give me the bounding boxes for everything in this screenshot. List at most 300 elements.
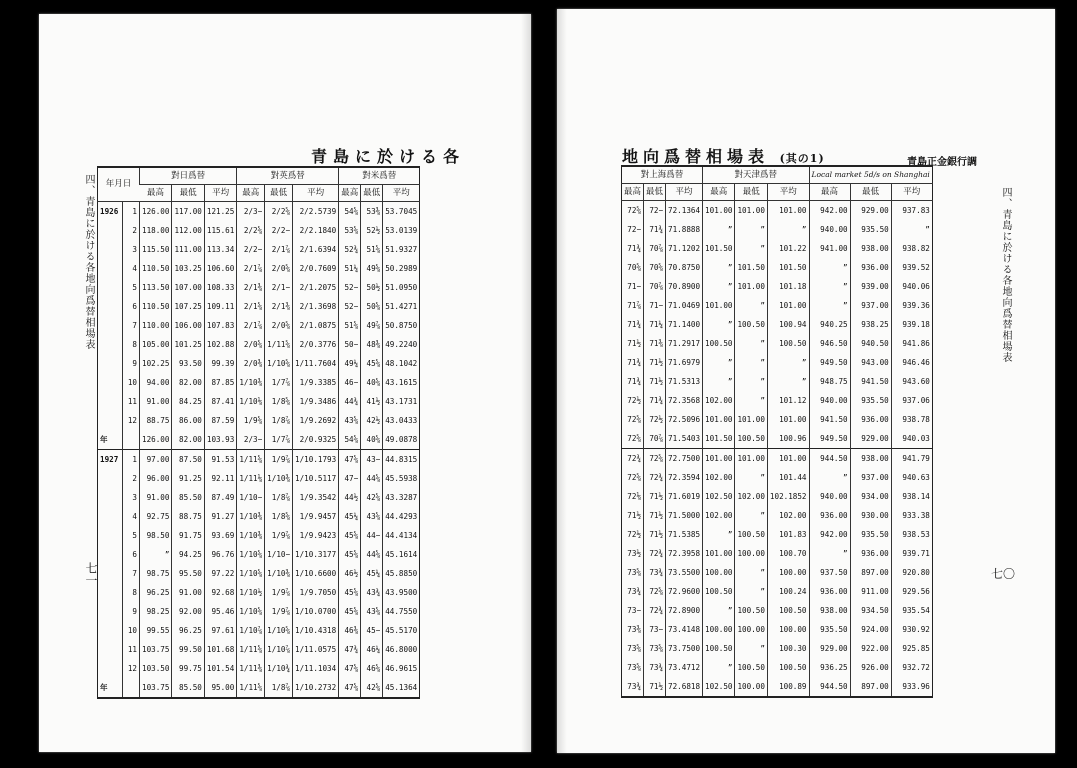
table-cell: 91.53 bbox=[204, 450, 236, 470]
table-row bbox=[98, 202, 420, 222]
year-cell bbox=[98, 411, 123, 430]
table-cell: 97.61 bbox=[204, 621, 236, 640]
table-cell: 1/9.2692 bbox=[293, 411, 339, 430]
page-fold-shadow bbox=[521, 14, 531, 752]
table-cell: 101.68 bbox=[204, 640, 236, 659]
table-cell: 1/8⅞ bbox=[265, 411, 293, 430]
table-cell: 1/11⅝ bbox=[265, 335, 293, 354]
table-cell: 53⅜ bbox=[361, 202, 383, 222]
table-cell: 91.75 bbox=[172, 526, 204, 545]
table-cell: 933.96 bbox=[891, 677, 932, 697]
table-cell: 98.25 bbox=[140, 602, 172, 621]
table-cell: 110.00 bbox=[140, 316, 172, 335]
table-cell: 46⅜ bbox=[339, 621, 361, 640]
table-cell: 73.4148 bbox=[666, 620, 703, 639]
year-cell bbox=[98, 564, 123, 583]
table-cell: 1/11⅝ bbox=[237, 678, 265, 698]
table-cell: 943.00 bbox=[850, 353, 891, 372]
table-cell: 932.72 bbox=[891, 658, 932, 677]
table-cell: 47⅝ bbox=[339, 678, 361, 698]
table-cell: 113.50 bbox=[140, 278, 172, 297]
table-cell: ” bbox=[735, 334, 767, 353]
table-cell: 71.6019 bbox=[666, 487, 703, 506]
table-cell: 42½ bbox=[361, 411, 383, 430]
table-cell: 52− bbox=[339, 297, 361, 316]
table-row bbox=[98, 316, 420, 335]
table-cell: 71¾ bbox=[644, 220, 666, 239]
table-cell: 936.00 bbox=[809, 506, 850, 525]
table-row bbox=[622, 449, 933, 469]
table-cell: 82.00 bbox=[172, 373, 204, 392]
table-cell: 118.00 bbox=[140, 221, 172, 240]
table-cell: 106.00 bbox=[172, 316, 204, 335]
table-cell: 71¼ bbox=[644, 315, 666, 334]
table-cell: 2/1⅜ bbox=[265, 297, 293, 316]
table-cell: 106.60 bbox=[204, 259, 236, 278]
table-cell: 53⅝ bbox=[339, 221, 361, 240]
table-cell: 45⅝ bbox=[339, 545, 361, 564]
page-title bbox=[622, 144, 825, 167]
table-cell: 100.00 bbox=[703, 620, 735, 639]
table-cell: 100.50 bbox=[735, 525, 767, 544]
table-cell: 71¾ bbox=[627, 357, 642, 367]
table-cell: 54⅝ bbox=[339, 430, 361, 450]
table-row bbox=[98, 583, 420, 602]
title-part: (其の1) bbox=[779, 152, 825, 165]
table-cell: 1/11.1034 bbox=[293, 659, 339, 678]
col-header-low: 最低 bbox=[361, 185, 383, 202]
table-cell: 926.00 bbox=[850, 658, 891, 677]
table-cell: 71.8888 bbox=[666, 220, 703, 239]
year-cell bbox=[98, 392, 123, 411]
table-cell: 944.50 bbox=[809, 677, 850, 697]
table-cell: 1/11⅝ bbox=[237, 450, 265, 470]
table-cell: 929.00 bbox=[809, 639, 850, 658]
table-cell: 49.0878 bbox=[383, 430, 420, 450]
year-cell bbox=[98, 278, 123, 297]
table-cell: 2/0.3776 bbox=[293, 335, 339, 354]
table-cell: 100.50 bbox=[735, 429, 767, 449]
table-row bbox=[98, 297, 420, 316]
table-cell: 911.00 bbox=[850, 582, 891, 601]
table-cell: 71½ bbox=[627, 510, 642, 520]
table-cell: 100.50 bbox=[703, 639, 735, 658]
table-cell: ” bbox=[735, 639, 767, 658]
table-cell: 101.50 bbox=[735, 258, 767, 277]
table-cell: 70.8750 bbox=[666, 258, 703, 277]
year-cell bbox=[98, 621, 123, 640]
table-cell: 70⅞ bbox=[644, 239, 666, 258]
table-cell: ” bbox=[767, 372, 809, 391]
table-cell: 101.83 bbox=[767, 525, 809, 544]
table-cell: 939.52 bbox=[891, 258, 932, 277]
table-cell: 933.38 bbox=[891, 506, 932, 525]
table-cell: 1/9⅞ bbox=[265, 583, 293, 602]
table-cell: 936.00 bbox=[809, 582, 850, 601]
table-cell: 44⅝ bbox=[361, 545, 383, 564]
table-cell: 97.00 bbox=[140, 450, 172, 470]
col-header-high: 最高 bbox=[622, 184, 644, 201]
group-header-america: 對米爲替 bbox=[339, 167, 420, 185]
table-cell: 99.55 bbox=[140, 621, 172, 640]
table-cell: 939.71 bbox=[891, 544, 932, 563]
month-cell: 9 bbox=[123, 602, 140, 621]
table-row bbox=[622, 487, 933, 506]
table-cell: 1/10⅞ bbox=[237, 621, 265, 640]
table-cell: 103.50 bbox=[140, 659, 172, 678]
table-cell: 99.75 bbox=[172, 659, 204, 678]
year-cell bbox=[98, 640, 123, 659]
table-cell: 938.14 bbox=[891, 487, 932, 506]
margin-heading: 四、青島に於ける各地向爲替相場表 bbox=[1000, 187, 1011, 363]
table-cell: 43¾ bbox=[361, 583, 383, 602]
table-cell: 1/10.1793 bbox=[293, 450, 339, 470]
table-cell: 71.6979 bbox=[666, 353, 703, 372]
table-cell: 948.75 bbox=[809, 372, 850, 391]
table-cell: 922.00 bbox=[850, 639, 891, 658]
table-cell: 100.50 bbox=[735, 315, 767, 334]
table-cell: 92.68 bbox=[204, 583, 236, 602]
table-cell: 49¼ bbox=[339, 354, 361, 373]
table-cell: 72⅝ bbox=[644, 449, 666, 469]
col-header-avg: 平均 bbox=[767, 184, 809, 201]
table-cell: ” bbox=[735, 296, 767, 315]
table-row bbox=[622, 620, 933, 639]
table-cell: 51.4271 bbox=[383, 297, 420, 316]
table-cell: 100.00 bbox=[767, 563, 809, 582]
table-cell: 941.86 bbox=[891, 334, 932, 353]
table-cell: 51⅝ bbox=[339, 316, 361, 335]
table-cell: 53.7045 bbox=[383, 202, 420, 222]
year-cell bbox=[98, 488, 123, 507]
table-cell: ” bbox=[735, 372, 767, 391]
col-header-low: 最低 bbox=[735, 184, 767, 201]
month-cell: 3 bbox=[123, 488, 140, 507]
month-cell: 4 bbox=[123, 259, 140, 278]
col-header-low: 最低 bbox=[850, 184, 891, 201]
table-row bbox=[622, 277, 933, 296]
table-cell: 102.00 bbox=[767, 506, 809, 525]
table-cell: 1/10⅜ bbox=[237, 373, 265, 392]
table-cell: ” bbox=[809, 277, 850, 296]
table-cell: 72.8900 bbox=[666, 601, 703, 620]
table-cell: 88.75 bbox=[172, 507, 204, 526]
table-cell: 938.78 bbox=[891, 410, 932, 429]
table-cell: 44.7550 bbox=[383, 602, 420, 621]
table-cell: 2/3− bbox=[237, 430, 265, 450]
month-cell: 3 bbox=[123, 240, 140, 259]
table-cell: 935.50 bbox=[850, 391, 891, 410]
month-cell: 1 bbox=[123, 202, 140, 222]
table-cell: 1/10⅜ bbox=[265, 564, 293, 583]
table-cell: 2/1.0875 bbox=[293, 316, 339, 335]
month-cell: 9 bbox=[123, 354, 140, 373]
table-row bbox=[98, 278, 420, 297]
table-cell: 71.2917 bbox=[666, 334, 703, 353]
col-header-avg: 平均 bbox=[666, 184, 703, 201]
table-cell: 73− bbox=[644, 620, 666, 639]
table-cell: 105.00 bbox=[140, 335, 172, 354]
table-cell: 1/10¾ bbox=[265, 659, 293, 678]
table-cell: 101.00 bbox=[767, 410, 809, 429]
table-cell: 100.50 bbox=[735, 601, 767, 620]
table-cell: 41½ bbox=[361, 392, 383, 411]
table-cell: 100.89 bbox=[767, 677, 809, 697]
table-cell: 949.50 bbox=[809, 429, 850, 449]
year-cell bbox=[98, 469, 123, 488]
year-cell bbox=[98, 221, 123, 240]
table-cell: 1/8⅞ bbox=[265, 678, 293, 698]
table-cell: ” bbox=[735, 563, 767, 582]
table-row bbox=[622, 468, 933, 487]
table-cell: 73¾ bbox=[644, 658, 666, 677]
table-cell: 50.8750 bbox=[383, 316, 420, 335]
table-cell: 935.50 bbox=[850, 220, 891, 239]
table-cell: 102.1852 bbox=[767, 487, 809, 506]
table-row bbox=[98, 621, 420, 640]
table-cell: ” bbox=[703, 372, 735, 391]
table-cell: 72⅝ bbox=[627, 433, 642, 443]
exchange-rate-table bbox=[621, 165, 933, 698]
table-cell: 44.4293 bbox=[383, 507, 420, 526]
group-header-tianjin: 對天津爲替 bbox=[703, 166, 809, 184]
table-row bbox=[622, 239, 933, 258]
table-row bbox=[622, 601, 933, 620]
table-cell: 87.41 bbox=[204, 392, 236, 411]
table-cell: 71½ bbox=[644, 372, 666, 391]
table-cell: 940.63 bbox=[891, 468, 932, 487]
table-cell: 944.50 bbox=[809, 449, 850, 469]
col-header-avg: 平均 bbox=[204, 185, 236, 202]
table-cell: 1/8⅝ bbox=[265, 507, 293, 526]
table-cell: 72¾ bbox=[644, 468, 666, 487]
table-cell: 85.50 bbox=[172, 678, 204, 698]
table-cell: 71.5403 bbox=[666, 429, 703, 449]
table-cell: 44.4134 bbox=[383, 526, 420, 545]
table-row bbox=[622, 220, 933, 239]
table-row bbox=[98, 240, 420, 259]
month-cell: 6 bbox=[123, 545, 140, 564]
table-cell: 121.25 bbox=[204, 202, 236, 222]
table-cell: 1/10.0700 bbox=[293, 602, 339, 621]
table-cell: 102.00 bbox=[703, 506, 735, 525]
table-cell: 91.00 bbox=[140, 488, 172, 507]
table-cell: 43− bbox=[361, 450, 383, 470]
table-cell: 46− bbox=[339, 373, 361, 392]
table-cell: 71½ bbox=[644, 487, 666, 506]
table-cell: 71.5313 bbox=[666, 372, 703, 391]
table-cell: ” bbox=[703, 658, 735, 677]
table-cell: 40⅝ bbox=[361, 430, 383, 450]
table-cell: 939.18 bbox=[891, 315, 932, 334]
table-cell: 101.00 bbox=[703, 449, 735, 469]
table-cell: 71.5000 bbox=[666, 506, 703, 525]
table-cell: 70⅞ bbox=[644, 277, 666, 296]
table-cell: 1/7⅞ bbox=[265, 430, 293, 450]
table-cell: 107.00 bbox=[172, 278, 204, 297]
table-cell: 2/1⅝ bbox=[237, 297, 265, 316]
col-header-high: 最高 bbox=[703, 184, 735, 201]
table-cell: 96.76 bbox=[204, 545, 236, 564]
table-cell: 72⅛ bbox=[627, 491, 642, 501]
table-cell: 929.56 bbox=[891, 582, 932, 601]
table-cell: 49⅝ bbox=[361, 259, 383, 278]
table-cell: 937.83 bbox=[891, 201, 932, 221]
table-row bbox=[622, 296, 933, 315]
table-cell: 51.0950 bbox=[383, 278, 420, 297]
issuer-note: 青島正金銀行調 bbox=[907, 157, 977, 168]
year-cell bbox=[98, 507, 123, 526]
table-cell: 938.00 bbox=[809, 601, 850, 620]
table-cell: 93.69 bbox=[204, 526, 236, 545]
table-cell: 126.00 bbox=[140, 430, 172, 450]
table-cell: 72.6818 bbox=[666, 677, 703, 697]
table-cell: 47− bbox=[339, 469, 361, 488]
year-cell: 年 bbox=[100, 434, 108, 444]
table-cell: 103.75 bbox=[140, 678, 172, 698]
table-cell: 46.8000 bbox=[383, 640, 420, 659]
table-cell: 101.00 bbox=[703, 544, 735, 563]
table-cell: 2/0⅝ bbox=[265, 259, 293, 278]
table-cell: 1/10⅜ bbox=[237, 526, 265, 545]
month-cell: 6 bbox=[123, 297, 140, 316]
table-cell: 50.2989 bbox=[383, 259, 420, 278]
table-cell: 940.03 bbox=[891, 429, 932, 449]
table-cell: 45.1364 bbox=[383, 678, 420, 698]
table-cell: 2/2.1840 bbox=[293, 221, 339, 240]
table-cell: 72.3958 bbox=[666, 544, 703, 563]
table-cell: 110.50 bbox=[140, 297, 172, 316]
table-cell: 73.4712 bbox=[666, 658, 703, 677]
table-cell: 111.00 bbox=[172, 240, 204, 259]
table-cell: 72.1364 bbox=[666, 201, 703, 221]
col-header-low: 最低 bbox=[265, 185, 293, 202]
table-cell: 99.50 bbox=[172, 640, 204, 659]
page-number: 七〇 bbox=[991, 567, 1016, 581]
month-cell bbox=[123, 430, 140, 450]
table-row bbox=[98, 564, 420, 583]
month-cell: 1 bbox=[123, 450, 140, 470]
table-row bbox=[622, 582, 933, 601]
table-cell: ” bbox=[767, 353, 809, 372]
table-cell: 95.46 bbox=[204, 602, 236, 621]
table-cell: 94.25 bbox=[172, 545, 204, 564]
table-cell: 1/9.7050 bbox=[293, 583, 339, 602]
col-header-high: 最高 bbox=[140, 185, 172, 202]
table-cell: 73− bbox=[627, 605, 642, 615]
table-cell: 1/10.6600 bbox=[293, 564, 339, 583]
table-cell: 99.39 bbox=[204, 354, 236, 373]
table-cell: 949.50 bbox=[809, 353, 850, 372]
table-cell: 49.2240 bbox=[383, 335, 420, 354]
table-cell: 940.25 bbox=[809, 315, 850, 334]
table-cell: ” bbox=[809, 468, 850, 487]
table-cell: ” bbox=[735, 220, 767, 239]
table-cell: 40⅝ bbox=[361, 373, 383, 392]
table-cell: 43.1615 bbox=[383, 373, 420, 392]
table-cell: 54⅝ bbox=[339, 202, 361, 222]
table-cell: 50− bbox=[339, 335, 361, 354]
table-cell: 45⅝ bbox=[339, 583, 361, 602]
table-body bbox=[622, 201, 933, 698]
table-row bbox=[98, 469, 420, 488]
col-header-avg: 平均 bbox=[891, 184, 932, 201]
table-cell: 100.96 bbox=[767, 429, 809, 449]
table-cell: 126.00 bbox=[140, 202, 172, 222]
table-cell: 73⅜ bbox=[627, 624, 642, 634]
table-cell: 101.00 bbox=[767, 296, 809, 315]
table-cell: 100.00 bbox=[735, 544, 767, 563]
table-cell: 72.7500 bbox=[666, 449, 703, 469]
table-cell: 87.85 bbox=[204, 373, 236, 392]
table-cell: 71¾ bbox=[644, 391, 666, 410]
table-cell: 101.00 bbox=[703, 201, 735, 221]
table-cell: 44½ bbox=[339, 488, 361, 507]
table-cell: 101.50 bbox=[767, 258, 809, 277]
page-fold-shadow bbox=[557, 9, 567, 753]
table-row bbox=[98, 640, 420, 659]
table-cell: 943.60 bbox=[891, 372, 932, 391]
table-cell: 72¾ bbox=[644, 601, 666, 620]
month-cell: 8 bbox=[123, 583, 140, 602]
table-cell: 1/9.3542 bbox=[293, 488, 339, 507]
table-cell: 936.00 bbox=[850, 410, 891, 429]
year-cell: 1927 bbox=[98, 450, 123, 470]
table-cell: 45.8850 bbox=[383, 564, 420, 583]
table-cell: 101.18 bbox=[767, 277, 809, 296]
table-cell: 44¾ bbox=[339, 392, 361, 411]
table-cell: 100.50 bbox=[767, 601, 809, 620]
table-cell: 44⅝ bbox=[361, 469, 383, 488]
table-cell: 73⅝ bbox=[627, 567, 642, 577]
page-title: 青島に於ける各 bbox=[311, 147, 466, 166]
table-cell: 71− bbox=[627, 281, 642, 291]
table-cell: 1/11⅛ bbox=[237, 469, 265, 488]
table-cell: 43.3287 bbox=[383, 488, 420, 507]
table-cell: 2/1⅜ bbox=[237, 278, 265, 297]
table-cell: 71½ bbox=[644, 525, 666, 544]
year-cell bbox=[98, 583, 123, 602]
table-cell: 107.25 bbox=[172, 297, 204, 316]
table-row bbox=[98, 507, 420, 526]
month-cell: 2 bbox=[123, 469, 140, 488]
table-cell: 49⅞ bbox=[361, 316, 383, 335]
table-row bbox=[622, 315, 933, 334]
table-cell: ” bbox=[703, 220, 735, 239]
month-cell: 10 bbox=[123, 373, 140, 392]
table-cell: 72⅝ bbox=[627, 414, 642, 424]
month-cell: 11 bbox=[123, 640, 140, 659]
table-cell: 103.75 bbox=[140, 640, 172, 659]
table-cell: ” bbox=[809, 296, 850, 315]
table-row bbox=[622, 639, 933, 658]
table-cell: 46.9615 bbox=[383, 659, 420, 678]
table-cell: 71⅜ bbox=[644, 334, 666, 353]
table-cell: 72⅝ bbox=[627, 205, 642, 215]
table-cell: 72½ bbox=[627, 529, 642, 539]
table-cell: 45.5170 bbox=[383, 621, 420, 640]
table-cell: 71.1202 bbox=[666, 239, 703, 258]
table-cell: 98.50 bbox=[140, 526, 172, 545]
exchange-rate-table bbox=[97, 166, 420, 699]
table-cell: 1/7⅞ bbox=[265, 373, 293, 392]
table-cell: 101.00 bbox=[735, 277, 767, 296]
month-cell: 5 bbox=[123, 278, 140, 297]
table-cell: 115.50 bbox=[140, 240, 172, 259]
table-row bbox=[622, 677, 933, 697]
table-cell: 100.30 bbox=[767, 639, 809, 658]
table-cell: 2/2− bbox=[265, 221, 293, 240]
